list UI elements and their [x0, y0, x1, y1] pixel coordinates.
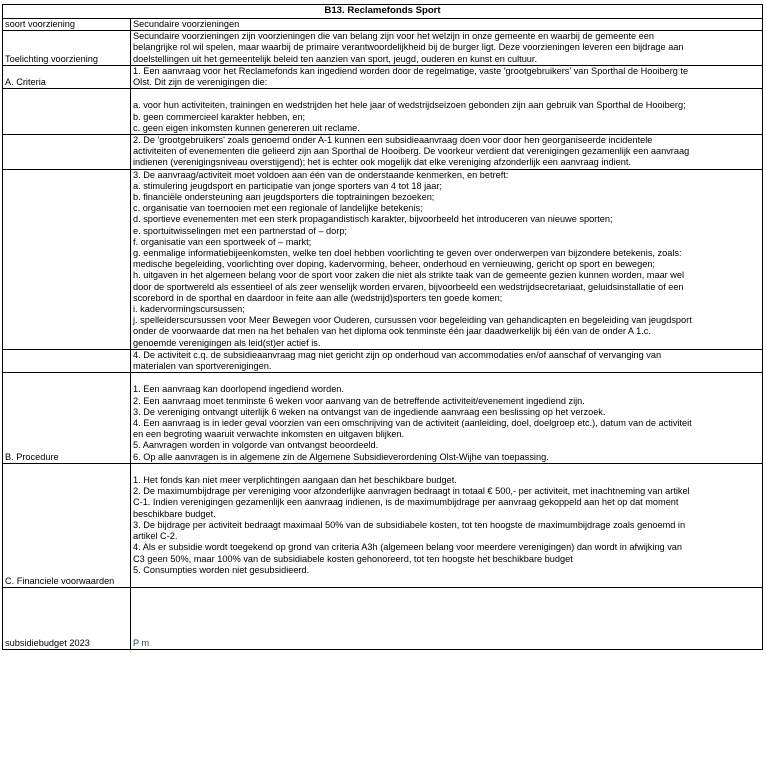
row-criteria-1-sub — [3, 89, 763, 135]
row-procedure — [3, 373, 763, 464]
text-line: Olst. Dit zijn de verenigingen die: — [133, 77, 268, 88]
text-line: 3. De aanvraag/activiteit moet voldoen aan één van de onderstaande kenmerken, en betreft: — [133, 169, 509, 180]
row-subsidiebudget — [3, 588, 763, 650]
row-criteria-1 — [3, 65, 763, 88]
label-procedure: B. Procedure — [3, 373, 131, 464]
row-criteria-2 — [3, 135, 763, 170]
text-line: f. organisatie van een sportweek of – markt; — [133, 236, 312, 247]
empty-label-cell — [3, 169, 131, 349]
text-procedure — [131, 373, 763, 464]
text-criteria-3 — [131, 169, 763, 349]
spacer — [133, 576, 760, 587]
text-line: a. stimulering jeugdsport en participatie van jonge sporters van 4 tot 18 jaar; — [133, 180, 442, 191]
text-line: beschikbare budget. — [133, 508, 216, 519]
text-line: a. voor hun activiteiten, trainingen en wedstrijden het hele jaar of wedstrijdseizoen gebonden zijn aan gebruik van Sporthal de Hooiberg; — [133, 100, 686, 111]
text-line: materialen van sportverenigingen. — [133, 361, 272, 372]
text-criteria-1 — [131, 65, 763, 88]
text-toelichting — [131, 31, 763, 66]
row-toelichting — [3, 31, 763, 66]
spacer — [133, 464, 760, 475]
text-line: belangrijke rol wil spelen, maar waarbij de primaire verantwoordelijkheid bij de burger ligt. Deze voorzieningen leveren een bijdrage aan — [133, 42, 684, 53]
text-line: 1. Een aanvraag voor het Reclamefonds kan ingediend worden door de regelmatige, vaste 'grootgebruikers' van Sporthal de Hooiberg te — [133, 65, 689, 76]
text-line: b. geen commercieel karakter hebben, en; — [133, 111, 306, 122]
text-line: e. sportuitwisselingen met een partnerstad of – dorp; — [133, 225, 347, 236]
value-soort-voorziening: Secundaire voorzieningen — [131, 19, 763, 31]
text-line: c. organisatie van toernooien met een regionale of landelijke betekenis; — [133, 203, 423, 214]
spacer — [133, 89, 760, 100]
text-line: d. sportieve evenementen met een sterk propagandistisch karakter, bijvoorbeeld het introduceren van nieuwe sporten; — [133, 214, 613, 225]
text-line: en een begroting waaruit verwachte inkomsten en uitgaven blijken. — [133, 429, 405, 440]
text-line: 1. Een aanvraag kan doorlopend ingediend worden. — [133, 384, 344, 395]
text-line: genoemde verenigingen als leid(st)er actief is. — [133, 337, 321, 348]
row-soort-voorziening — [3, 19, 763, 31]
text-line: scorebord in de sporthal en daardoor in feite aan alle (wedstrijd)sporters ten goede komen; — [133, 292, 503, 303]
text-line: 6. Op alle aanvragen is in algemene zin de Algemene Subsidieverordening Olst-Wijhe van toepassing. — [133, 451, 549, 462]
text-line: 5. Consumpties worden niet gesubsidieerd. — [133, 564, 310, 575]
text-line: activiteiten of evenementen die gelieerd zijn aan Sporthal de Hooiberg. De voorkeur verdient dat verenigingen gezamenlijk een aanvraag — [133, 146, 690, 157]
text-line: C-1. Indien verenigingen gezamenlijk een aanvraag indienen, is de maximumbijdrage per aanvraag gekoppeld aan het op dat moment — [133, 497, 679, 508]
text-line: 2. De maximumbijdrage per vereniging voor afzonderlijke aanvragen bedraagt in totaal € 500,- per activiteit, met inachtneming van artikel — [133, 486, 690, 497]
text-line: artikel C-2. — [133, 531, 178, 542]
text-line: g. eenmalige informatiebijeenkomsten, welke ten doel hebben voorlichting te geven over onderwerpen van bijzondere betekenis, zoals: — [133, 248, 682, 259]
label-subsidiebudget: subsidiebudget 2023 — [3, 588, 131, 650]
spacer — [133, 373, 760, 384]
text-line: 4. Als er subsidie wordt toegekend op grond van criteria A3h (algemeen belang voor meerdere verenigingen) dan wordt in afwijking van — [133, 542, 683, 553]
text-line: c. geen eigen inkomsten kunnen genereren uit reclame. — [133, 122, 360, 133]
text-line: 2. Een aanvraag moet tenminste 6 weken voor aanvang van de betreffende activiteit/evenement ingediend zijn. — [133, 395, 585, 406]
text-line: 1. Het fonds kan niet meer verplichtingen aangaan dan het beschikbare budget. — [133, 475, 457, 486]
text-line: medische begeleiding, voorlichting over doping, kadervorming, beheer, onderhoud en vernieuwing, gericht op sport en bewegen; — [133, 259, 655, 270]
title-row — [3, 5, 763, 19]
text-line: 3. De bijdrage per activiteit bedraagt maximaal 50% van de subsidiabele kosten, tot ten hoogste de maximumbijdrage zoals genoemd in — [133, 519, 686, 530]
text-line: 3. De vereniging ontvangt uiterlijk 6 weken na ontvangst van de ingediende aanvraag een beslissing op het verzoek. — [133, 406, 606, 417]
text-line: doelstellingen uit het gemeentelijk beleid ten aanzien van sport, jeugd, ouderen en kunst en cultuur. — [133, 53, 538, 64]
label-financiele-voorwaarden: C. Financiele voorwaarden — [3, 463, 131, 587]
row-criteria-3 — [3, 169, 763, 349]
text-line: door de sportwereld als essentieel of als zeer wenselijk worden ervaren, bijvoorbeeld een wedstrijdsecretariaat, geluidsinstallatie of een — [133, 281, 684, 292]
regulation-sheet — [2, 4, 762, 650]
regulation-table — [2, 4, 763, 650]
text-line: C3 geen 50%, maar 100% van de subsidiabele kosten gehonoreerd, tot ten hoogste het beschikbare budget — [133, 553, 573, 564]
text-line: j. spelleiderscursussen voor Meer Bewegen voor Ouderen, cursussen voor begeleiding van gehandicapten en begeleiding van jeugdsport — [133, 315, 692, 326]
label-criteria: A. Criteria — [3, 65, 131, 88]
text-line: 2. De 'grootgebruikers' zoals genoemd onder A-1 kunnen een subsidieaanvraag doen voor door hen georganiseerde incidentele — [133, 135, 653, 146]
empty-label-cell — [3, 349, 131, 372]
label-soort-voorziening: soort voorziening — [3, 19, 131, 31]
value-subsidiebudget: P m — [131, 588, 763, 650]
text-criteria-1-sub — [131, 89, 763, 135]
text-line: Secundaire voorzieningen zijn voorzieningen die van belang zijn voor het welzijn in onze gemeente en waarbij de gemeente een — [133, 31, 654, 42]
text-line: 4. De activiteit c.q. de subsidieaanvraag mag niet gericht zijn op onderhoud van accommodaties en/of aanschaf of vervanging van — [133, 349, 662, 360]
text-line: i. kadervormingscursussen; — [133, 304, 245, 315]
text-line: indienen (verenigingsniveau overstijgend); het is echter ook mogelijk dat elke vereniging afzonderlijk een aanvraag indient. — [133, 157, 631, 168]
empty-label-cell — [3, 89, 131, 135]
text-line: b. financiële ondersteuning aan jeugdsporters die toptrainingen bezoeken; — [133, 192, 435, 203]
text-criteria-4 — [131, 349, 763, 372]
label-toelichting: Toelichting voorziening — [3, 31, 131, 66]
row-financiele-voorwaarden — [3, 463, 763, 587]
text-line: h. uitgaven in het algemeen belang voor de sport voor zaken die niet als strikte taak van de gemeente gezien kunnen worden, maar wel — [133, 270, 685, 281]
text-financiele-voorwaarden — [131, 463, 763, 587]
empty-label-cell — [3, 135, 131, 170]
text-criteria-2 — [131, 135, 763, 170]
row-criteria-4 — [3, 349, 763, 372]
sheet-title: B13. Reclamefonds Sport — [3, 5, 763, 19]
text-line: onder de voorwaarde dat men na het behalen van het diploma ook tenminste één jaar daadwerkelijk bij één van de onder A 1.c. — [133, 326, 651, 337]
text-line: 5. Aanvragen worden in volgorde van ontvangst beoordeeld. — [133, 440, 379, 451]
text-line: 4. Een aanvraag is in ieder geval voorzien van een omschrijving van de activiteit (aanleiding, doel, doelgroep etc.), datum van de activiteit — [133, 418, 692, 429]
